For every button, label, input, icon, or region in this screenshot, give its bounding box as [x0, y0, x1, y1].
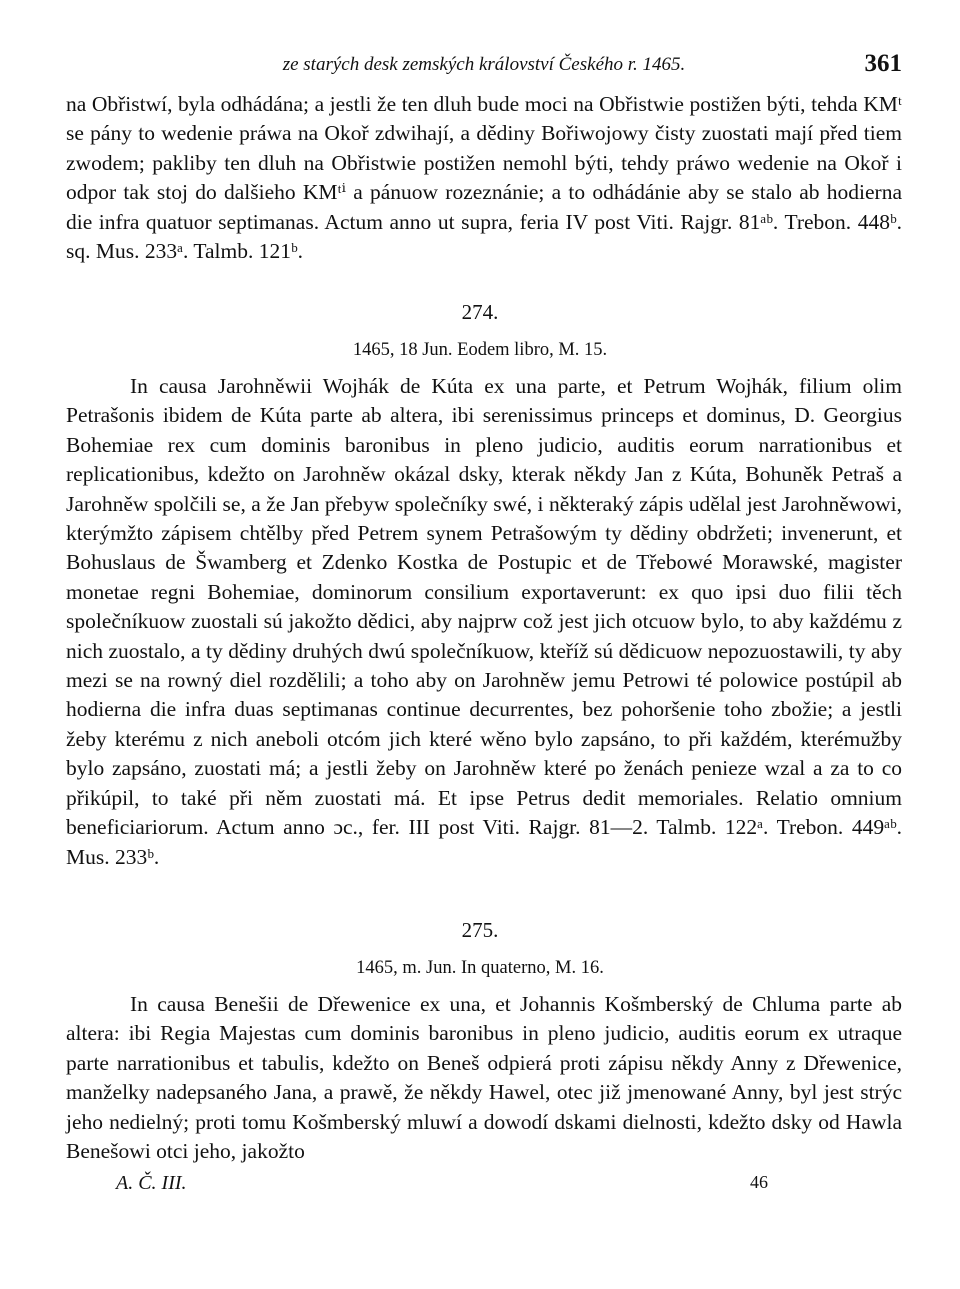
continuation-paragraph: na Obřistwí, byla odhádána; a jestli že ten dluh bude moci na Obřistwie postižen býti, tehda KMᵗ se pány to wedenie práwa na Okoř zdwihají, a dědiny Bořiwojowy čisty zuostati mají před tiem zwodem; pakliby ten dluh na Obřistwie postižen nemohl býti, tehdy práwo wedenie na Okoř i odpor tak stoj do dalšieho KMᵗⁱ a pánuow rozeznánie; a to odhádánie aby se stalo ab hodierna die infra quatuor septimanas. Actum anno ut supra, feria IV post Viti. Rajgr. 81ᵃᵇ. Trebon. 448ᵇ. sq. Mus. 233ᵃ. Talmb. 121ᵇ.: [66, 92, 902, 264]
signature-mark: A. Č. III.: [116, 1172, 187, 1194]
sheet-number: 46: [750, 1172, 768, 1192]
page-footer: [66, 1172, 902, 1202]
entry-text: In causa Benešii de Dřewenice ex una, et Johannis Košmberský de Chluma parte ab altera: ibi Regia Majestas cum dominis baronibus in pleno judicio, auditis eorum ex utraque parte narrationibus et tabulis, kdežto on Beneš odpierá proti zápisu někdy Anny z Dřewenice, manželky nadepsaného Jana, a prawě, že někdy Hawel, otec již jmenowané Anny, byl jest strýc jeho nedielný; proti tomu Košmberský mluwí a dowodí dskami dielnosti, kdežto dsky od Hawla Benešowi otci jeho, jakožto: [66, 992, 902, 1164]
running-title: ze starých desk zemských království Českého r. 1465.: [282, 54, 686, 75]
entry-number: 275.: [461, 918, 499, 942]
entry-text: In causa Jarohněwii Wojhák de Kúta ex una parte, et Petrum Wojhák, filium olim Petrašonis ibidem de Kúta parte ab altera, ibi serenissimus princeps et dominus, D. Georgius Bohemiae rex cum dominis baronibus in pleno judicio, auditis eorum narrationibus et replicationibus, kdežto on Jarohněw okázal dsky, kterak někdy Jan z Kúta, Bohuněk Petraš a Jarohněw spolčili se, a že Jan přebyw společníky swé, i některaký zápis udělal jest Jarohněwowi, kterýmžto zápisem chtělby před Petrem synem Petrašowým ty dědiny obdržeti; invenerunt, et Bohuslaus de Šwamberg et Zdenko Kostka de Postupic et de Třebowé Morawské, magister monetae regni Bohemiae, dominorum consilium exportaverunt: ex quo ipsi duo filii těch společníkuow zuostali sú jakožto dědici, aby najprw což jest jich otcuow bylo, to aby každému z nich zuostalo, a ty dědiny druhých dwú společníkuow, kteříž sú dědicuow nepozuostawili, ty aby mezi se na rowný diel rozdělili; a toho aby on Jarohněw jemu Petrowi té polowice postúpil ab hodierna die infra duas septimanas continue decurrentes, bez pohoršenie toho zbožie; a jestli žeby kterému z nich aneboli otcóm jich které wěno bylo zapsáno, to při každém, kterémužby bylo zapsáno, zuostati má; a jestli žeby on Jarohněw které po ženách penieze wzal a za to co přikúpil, to také při něm zuostati má. Et ipse Petrus dedit memoriales. Relatio omnium beneficiariorum. Actum anno ɔc., fer. III post Viti. Rajgr. 81—2. Talmb. 122ᵃ. Trebon. 449ᵃᵇ. Mus. 233ᵇ.: [66, 374, 902, 869]
entry-date-line: 1465, 18 Jun. Eodem libro, M. 15.: [352, 340, 608, 360]
entry-275: [66, 990, 902, 1166]
entry-number: 274.: [461, 300, 499, 324]
entry-274: [66, 372, 902, 872]
entry-date-line: 1465, m. Jun. In quaterno, M. 16.: [356, 958, 604, 978]
page-header: [66, 50, 902, 84]
page-number: 361: [864, 50, 902, 77]
continuation-block: [66, 90, 902, 266]
